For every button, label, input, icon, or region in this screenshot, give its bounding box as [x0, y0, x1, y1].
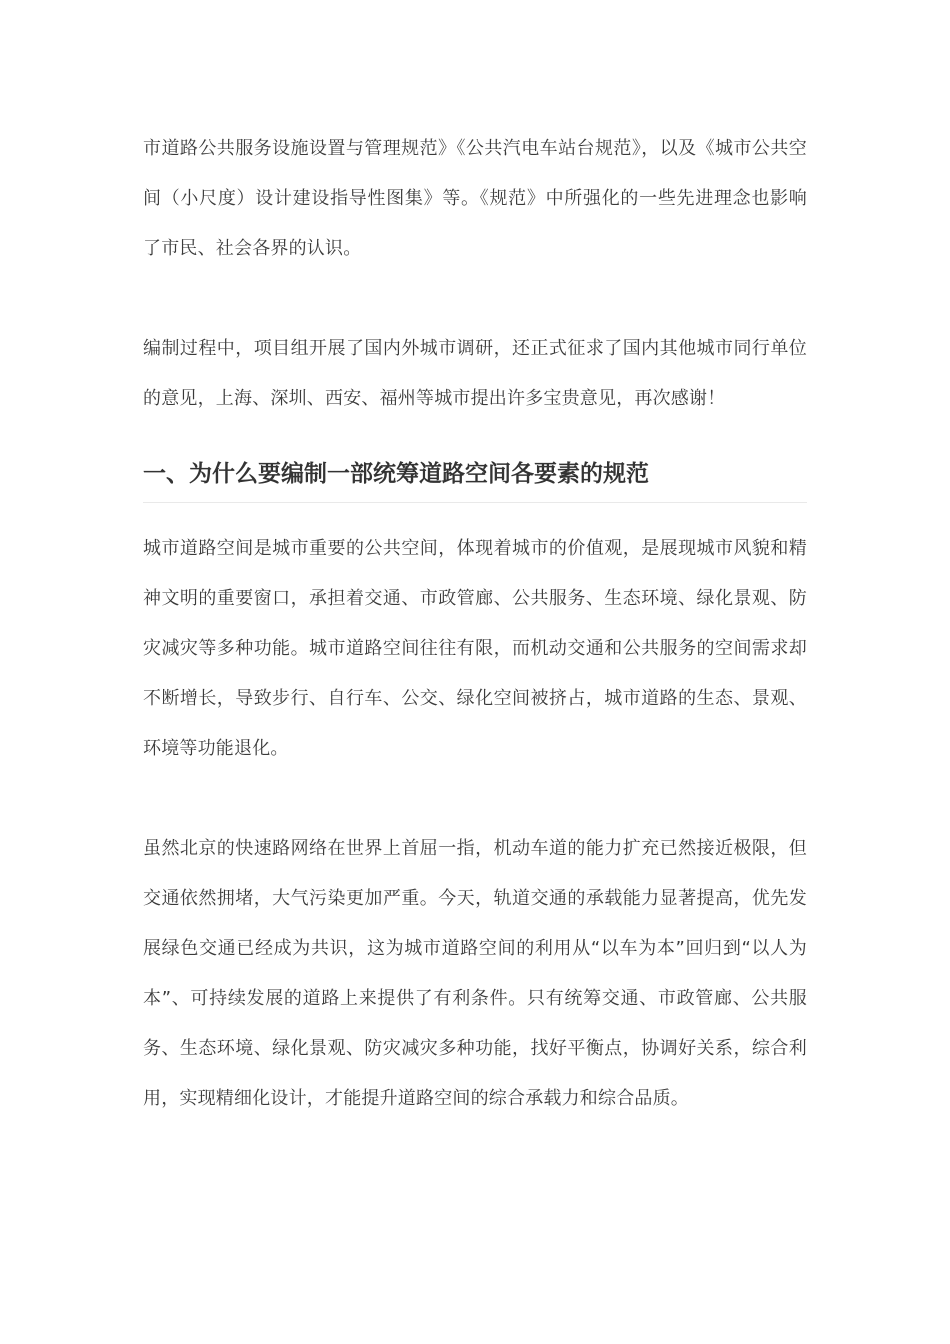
intro-paragraph-1: 市道路公共服务设施设置与管理规范》《公共汽电车站台规范》，以及《城市公共空间（小尺度）设计建设指导性图集》等。《规范》中所强化的一些先进理念也影响了市民、社会各界的认识。	[143, 138, 807, 259]
section-paragraph-1: 城市道路空间是城市重要的公共空间，体现着城市的价值观，是展现城市风貌和精神文明的重要窗口，承担着交通、市政管廊、公共服务、生态环境、绿化景观、防灾减灾等多种功能。城市道路空间往往有限，而机动交通和公共服务的空间需求却不断增长，导致步行、自行车、公交、绿化空间被挤占，城市道路的生态、景观、环境等功能退化。	[143, 538, 807, 759]
section-paragraph-2: 虽然北京的快速路网络在世界上首屈一指，机动车道的能力扩充已然接近极限，但交通依然拥堵，大气污染更加严重。今天，轨道交通的承载能力显著提高，优先发展绿色交通已经成为共识，这为城市道路空间的利用从“以车为本”回归到“以人为本”、可持续发展的道路上来提供了有利条件。只有统筹交通、市政管廊、公共服务、生态环境、绿化景观、防灾减灾多种功能，找好平衡点，协调好关系，综合利用，实现精细化设计，才能提升道路空间的综合承载力和综合品质。	[143, 838, 807, 1109]
article-body	[143, 124, 807, 1124]
intro-paragraph-2: 编制过程中，项目组开展了国内外城市调研，还正式征求了国内其他城市同行单位的意见，上海、深圳、西安、福州等城市提出许多宝贵意见，再次感谢！	[143, 338, 807, 409]
section-heading: 一、为什么要编制一部统筹道路空间各要素的规范	[143, 448, 807, 503]
